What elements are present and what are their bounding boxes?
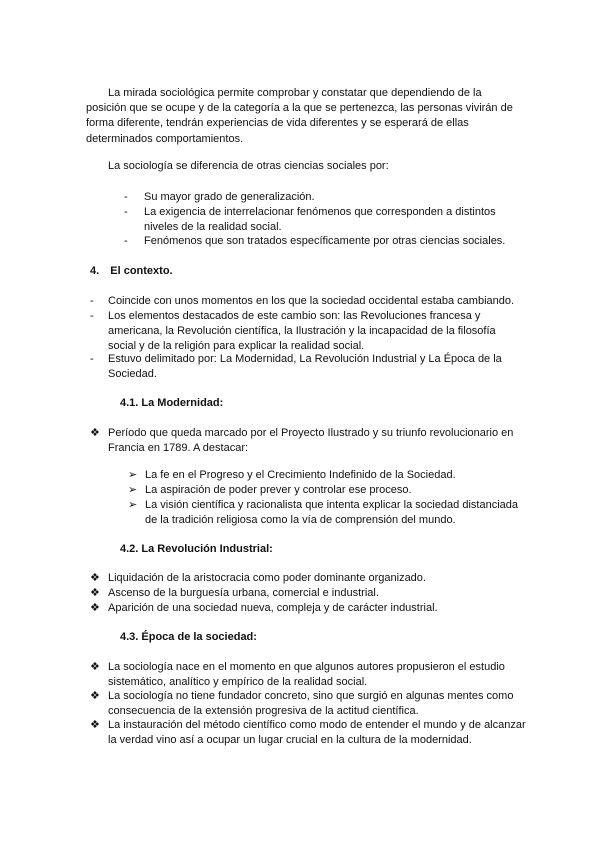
subsection-4-3-heading: 4.3. Época de la sociedad: xyxy=(120,631,257,643)
arrow-bullet-icon: ➢ xyxy=(128,499,138,511)
subsection-4-2-heading: 4.2. La Revolución Industrial: xyxy=(120,543,273,555)
diamond-bullet-icon: ❖ xyxy=(90,572,100,584)
arrow-bullet-icon: ➢ xyxy=(128,469,138,481)
diamond-bullet-icon: ❖ xyxy=(90,690,100,702)
section-4-heading xyxy=(90,264,173,279)
diamond-bullet-icon: ❖ xyxy=(90,602,100,614)
intro-lead: La sociología se diferencia de otras ciencias sociales por: xyxy=(108,160,389,172)
dash-marker: - xyxy=(124,191,128,203)
section-title: El contexto. xyxy=(110,265,173,277)
dash-marker: - xyxy=(90,295,94,307)
dash-marker: - xyxy=(124,235,128,247)
diamond-bullet-icon: ❖ xyxy=(90,587,100,599)
document-page: La mirada sociológica permite comprobar y constatar que dependiendo de la posición que se ocupe y de la categoría a la que se pertenezca, las personas vivirán de forma diferente, tendrán experiencias de vida diferentes y se esperará de ellas determinados comportamientos. La sociología se diferencia de otras ciencias sociales por: - Su mayor grado de generalización. - La exigencia de interrelacionar fenómenos que corresponden a distintos niveles de la realidad social. - Fenómenos que son tratados específicamente por otras ciencias sociales. 4. El contexto. - Coincide con unos momentos en los que la sociedad occidental estaba cambiando. - Los elementos destacados de este cambio son: las Revoluciones francesa y americana, la Revolución científica, la Ilustración y la incapacidad de la filosofía social y de la religión para explicar la realidad social. - Estuvo delimitado por: La Modernidad, La Revolución Industrial y La Época de la Sociedad. 4.1. La Modernidad: ❖ Período que queda marcado por el Proyecto Ilustrado y su triunfo revolucionario en Francia en 1789. A destacar: ➢ La fe en el Progreso y el Crecimiento Indefinido de la Sociedad. ➢ La aspiración de poder prever y controlar ese proceso. ➢ La visión científica y racionalista que intenta explicar la sociedad distanciada de la tradición religiosa como la vía de comprensión del mundo. 4.2. La Revolución Industrial: ❖ Liquidación de la aristocracia como poder dominante organizado. ❖ Ascenso de la burguesía urbana, comercial e industrial. ❖ Aparición de una sociedad nueva, compleja y de carácter industrial. 4.3. Época de la sociedad: ❖ La sociología nace en el momento en que algunos autores propusieron el estudio sistemático, analítico y empírico de la realidad social. ❖ La sociología no tiene fundador concreto, sino que surgió en algunas mentes como consecuencia de la extensión progresiva de la actitud científica. ❖ La instauración del método científico como modo de entender el mundo y de alcanzar la verdad vino así a ocupar un lugar crucial en la cultura de la modernidad. xyxy=(86,87,526,746)
arrow-bullet-icon: ➢ xyxy=(128,484,138,496)
diamond-bullet-icon: ❖ xyxy=(90,661,100,673)
diamond-bullet-icon: ❖ xyxy=(90,719,100,731)
subsection-4-1-heading: 4.1. La Modernidad: xyxy=(120,397,224,409)
dash-marker: - xyxy=(124,206,128,218)
dash-marker: - xyxy=(90,353,94,365)
dash-marker: - xyxy=(90,310,94,322)
intro-paragraph: La mirada sociológica permite comprobar y constatar que dependiendo de la posición que se ocupe y de la categoría a la que se pertenezca, las personas vivirán de forma diferente, tendrán experiencias de vida diferentes y se esperará de ellas determinados comportamientos. xyxy=(86,87,513,145)
diamond-bullet-icon: ❖ xyxy=(90,427,100,439)
section-number: 4. xyxy=(90,265,100,277)
